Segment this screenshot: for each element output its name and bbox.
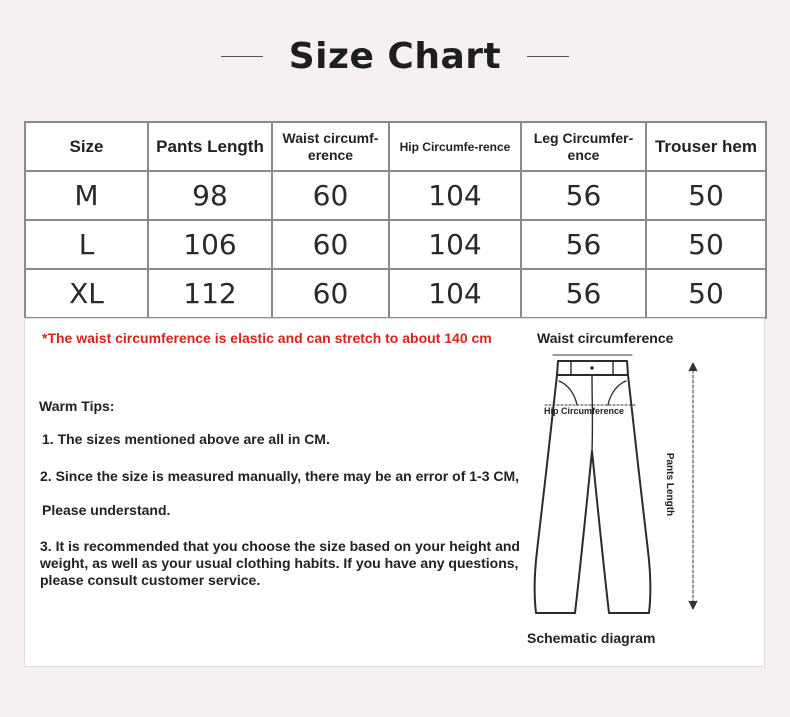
cell-leg: 56	[521, 269, 646, 318]
header-hip: Hip Circumfe-rence	[389, 122, 521, 171]
info-panel	[24, 318, 765, 667]
cell-size: M	[25, 171, 148, 220]
diagram-length-label: Pants Length	[664, 452, 676, 516]
cell-waist: 60	[272, 171, 389, 220]
tips-title: Warm Tips:	[39, 398, 115, 414]
table-row	[25, 220, 766, 269]
title-left-rule	[221, 56, 263, 57]
tip-item: 1. The sizes mentioned above are all in CM.	[42, 431, 330, 447]
table-row	[25, 269, 766, 318]
cell-hip: 104	[389, 220, 521, 269]
page-title: Size Chart	[288, 35, 502, 77]
header-hem: Trouser hem	[646, 122, 766, 171]
table-header-row	[25, 122, 766, 171]
cell-leg: 56	[521, 220, 646, 269]
cell-hip: 104	[389, 269, 521, 318]
header	[0, 28, 790, 84]
diagram-caption: Schematic diagram	[527, 630, 656, 646]
diagram-hip-label: Hip Circumference	[544, 406, 625, 416]
cell-pants-length: 98	[148, 171, 272, 220]
cell-waist: 60	[272, 269, 389, 318]
diagram-waist-label: Waist circumference	[537, 330, 674, 346]
tip-item: 3. It is recommended that you choose the size based on your height and weight, as well as your usual clothing habits. If you have any questions, please consult customer service.	[40, 538, 520, 588]
tip-item: Please understand.	[42, 502, 171, 518]
size-table	[24, 121, 767, 319]
cell-pants-length: 112	[148, 269, 272, 318]
header-pants-length: Pants Length	[148, 122, 272, 171]
cell-pants-length: 106	[148, 220, 272, 269]
tip-item: 2. Since the size is measured manually, there may be an error of 1-3 CM,	[40, 468, 520, 484]
cell-size: XL	[25, 269, 148, 318]
cell-hem: 50	[646, 269, 766, 318]
elastic-notice: *The waist circumference is elastic and can stretch to about 140 cm	[42, 330, 492, 346]
title-right-rule	[527, 56, 569, 57]
cell-hem: 50	[646, 220, 766, 269]
header-waist: Waist circumf-erence	[272, 122, 389, 171]
cell-size: L	[25, 220, 148, 269]
cell-hem: 50	[646, 171, 766, 220]
header-size: Size	[25, 122, 148, 171]
cell-hip: 104	[389, 171, 521, 220]
table-row	[25, 171, 766, 220]
cell-waist: 60	[272, 220, 389, 269]
header-leg: Leg Circumfer-ence	[521, 122, 646, 171]
cell-leg: 56	[521, 171, 646, 220]
